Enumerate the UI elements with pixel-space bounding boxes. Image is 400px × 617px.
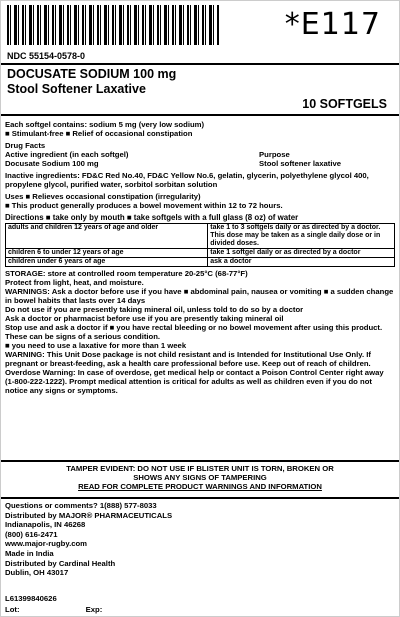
table-cell-who: children under 6 years of age [6,258,208,267]
each-softgel: Each softgel contains: sodium 5 mg (very low sodium) [5,120,205,129]
dist-line: Dublin, OH 43017 [5,568,69,578]
dist-line: (800) 616-2471 [5,529,58,539]
table-cell-who: adults and children 12 years of age and older [6,224,208,249]
directions: Directions ■ take only by mouth ■ take softgels with a full glass (8 oz) of water [5,213,299,222]
dist-line: Distributed by Cardinal Health [5,558,116,568]
tamper-line-1: TAMPER EVIDENT: DO NOT USE IF BLISTER UNIT IS TORN, BROKEN OR [66,464,334,473]
ndc-number: NDC 55154-0578-0 [7,51,86,61]
dist-line: Distributed by MAJOR® PHARMACEUTICALS [5,510,173,520]
divider [1,460,399,462]
table-cell-who: children 6 to under 12 years of age [6,249,208,258]
softgel-count: 10 SOFTGELS [302,97,387,111]
tamper-line-3: READ FOR COMPLETE PRODUCT WARNINGS AND INFORMATION [78,482,322,491]
purpose-value: Stool softener laxative [259,159,342,168]
tamper-line-2: SHOWS ANY SIGNS OF TAMPERING [133,473,267,482]
uses-line-2: ■ This product generally produces a bowel movement within 12 to 72 hours. [5,201,283,210]
dist-line: Questions or comments? 1(888) 577-8033 [5,501,157,510]
table-row [6,224,395,249]
table-row [6,258,395,267]
drug-facts-heading: Drug Facts [5,141,46,150]
active-ingredient-value: Docusate Sodium 100 mg [5,159,99,168]
do-not-use: Do not use if you are presently taking mineral oil, unless told to do so by a doctor [5,305,304,314]
unit-dose-warning: WARNING: This Unit Dose package is not child resistant and is Intended for Institutional Use Only. If pregnant or breast-feeding, ask a health care professional before use. Keep out of reach of children. [5,350,371,368]
active-ingredient-label: Active ingredient (in each softgel) [5,150,129,159]
dist-line: Indianapolis, IN 46268 [5,520,86,530]
stop-use: Stop use and ask a doctor if ■ you have rectal bleeding or no bowel movement after using this product. These can be signs of a serious condition. [5,323,383,341]
lot-code: L61399840626 [5,594,57,603]
warnings: WARNINGS: Ask a doctor before use if you have ■ abdominal pain, nausea or vomiting ■ a sudden change in bowel habits that lasts over 14 days [5,287,394,305]
ask-pharmacist: Ask a doctor or pharmacist before use if you are presently taking mineral oil [5,314,284,323]
table-cell-dose: take 1 softgel daily or as directed by a doctor [208,249,395,258]
divider [1,114,399,116]
inactive-ingredients: Inactive ingredients: FD&C Red No.40, FD&C Yellow No.6, gelatin, glycerin, polyethylene glycol 400, propylene glycol, purified water, sorbitol sorbitan solution [5,171,369,189]
protect: Protect from light, heat, and moisture. [5,278,144,287]
table-row [6,249,395,258]
divider [1,63,399,65]
drug-facts [5,120,395,395]
divider [1,497,399,499]
lot-exp [5,593,102,615]
product-name: DOCUSATE SODIUM 100 mg [7,67,177,81]
lot-label: Lot: [5,605,20,614]
storage: STORAGE: store at controlled room temperature 20-25°C (68-77°F) [5,269,248,278]
dist-line: Made in India [5,548,54,558]
table-cell-dose: ask a doctor [208,258,395,267]
features: ■ Stimulant-free ■ Relief of occasional constipation [5,129,193,138]
exp-label: Exp: [85,605,103,614]
uses-line-1: Uses ■ Relieves occasional constipation (irregularity) [5,192,201,201]
tamper-evident [5,464,395,491]
item-code: *E117 [284,7,381,42]
product-subtitle: Stool Softener Laxative [7,82,146,96]
distribution-info [5,501,172,578]
dist-line: www.major-rugby.com [5,539,88,549]
directions-table [5,223,395,267]
need-laxative: ■ you need to use a laxative for more than 1 week [5,341,187,350]
table-cell-dose: take 1 to 3 softgels daily or as directed by a doctor. This dose may be taken as a single daily dose or in divided doses. [208,224,395,249]
purpose-label: Purpose [259,150,290,159]
barcode-image [7,5,219,45]
overdose-warning: Overdose Warning: In case of overdose, get medical help or contact a Poison Control Center right away (1-800-222-1222). Prompt medical attention is critical for adults as well as children even if you do not notice any signs or symptoms. [5,368,384,395]
